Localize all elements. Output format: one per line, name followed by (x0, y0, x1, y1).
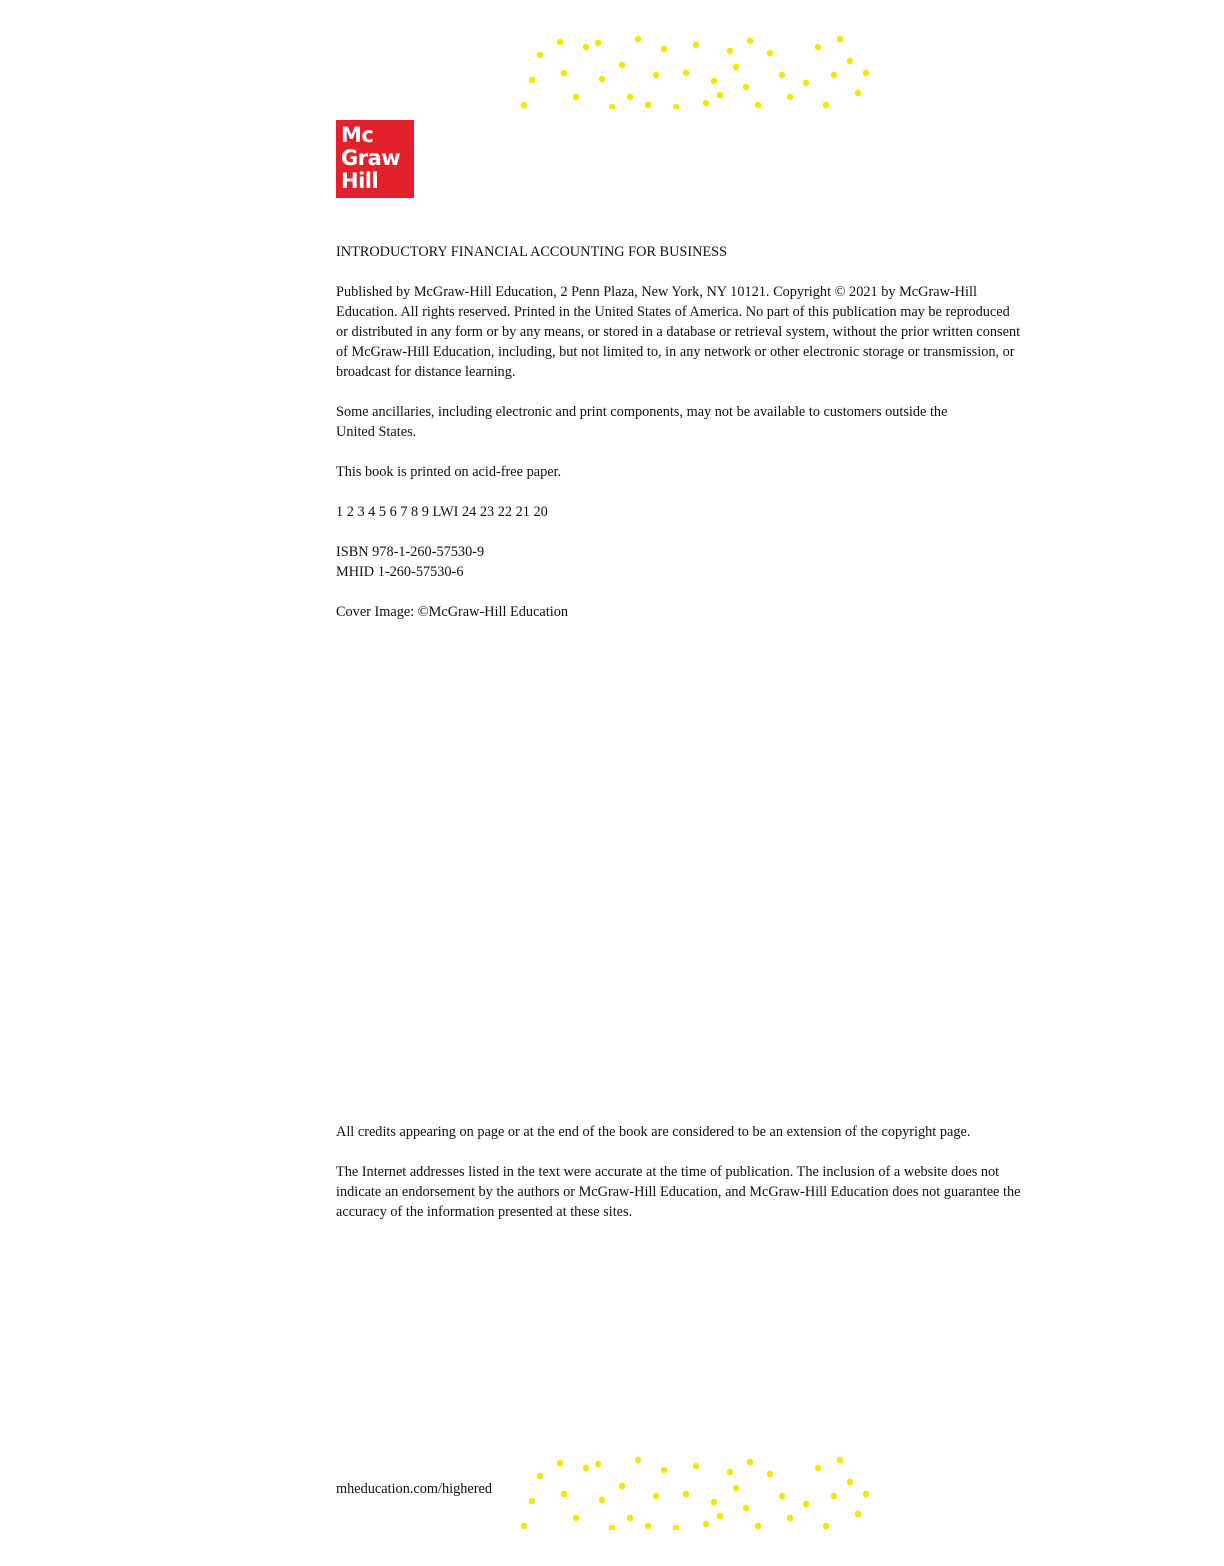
internet-line: indicate an endorsement by the authors or McGraw-Hill Education, and McGraw-Hill Education does not guarantee the (336, 1184, 1021, 1200)
decor-dot (599, 1497, 605, 1503)
decor-dot (599, 76, 605, 82)
credits-note: All credits appearing on page or at the end of the book are considered to be an extension of the copyright page. (336, 1124, 971, 1140)
decor-dot (711, 1499, 717, 1505)
print-line: 1 2 3 4 5 6 7 8 9 LWI 24 23 22 21 20 (336, 504, 548, 520)
internet-line: The Internet addresses listed in the text were accurate at the time of publication. The inclusion of a website does not (336, 1164, 1000, 1180)
decor-dot (855, 90, 861, 96)
decor-dot (823, 102, 829, 108)
yellow-dots-decoration-top (520, 35, 872, 109)
decor-dot (733, 1485, 739, 1491)
decor-dot (683, 1491, 689, 1497)
decor-dot (521, 1523, 527, 1529)
mcgraw-hill-logo (336, 120, 414, 198)
copyright-line: broadcast for distance learning. (336, 364, 516, 380)
decor-dot (779, 1493, 785, 1499)
decor-dot (847, 58, 853, 64)
decor-dot (815, 1465, 821, 1471)
credits-section (336, 1122, 1106, 1242)
decor-dot (747, 1459, 753, 1465)
decor-dot (683, 70, 689, 76)
decor-dot (755, 1523, 761, 1529)
logo-text-line-3: Hill (341, 169, 379, 193)
paper-note: This book is printed on acid-free paper. (336, 464, 562, 480)
decor-dot (703, 1521, 709, 1527)
decor-dot (755, 102, 761, 108)
decor-dot (595, 40, 601, 46)
decor-dot (673, 104, 679, 109)
book-title: INTRODUCTORY FINANCIAL ACCOUNTING FOR BUSINESS (336, 244, 728, 260)
decor-dot (521, 102, 527, 108)
decor-dot (619, 62, 625, 68)
decor-dot (583, 1465, 589, 1471)
decor-dot (815, 44, 821, 50)
decor-dot (747, 38, 753, 44)
decor-dot (635, 36, 641, 42)
mhid: MHID 1-260-57530-6 (336, 564, 464, 580)
decor-dot (529, 77, 535, 83)
logo-text-line-1: Mc (341, 123, 374, 147)
decor-dot (557, 39, 563, 45)
copyright-line: Published by McGraw-Hill Education, 2 Penn Plaza, New York, NY 10121. Copyright © 2021 by McGraw-Hill (336, 284, 977, 300)
decor-dot (653, 1493, 659, 1499)
decor-dot (787, 1515, 793, 1521)
decor-dot (863, 1491, 869, 1497)
copyright-line: or distributed in any form or by any means, or stored in a database or retrieval system, without the prior written consent (336, 324, 1021, 340)
decor-dot (645, 102, 651, 108)
decor-dot (823, 1523, 829, 1529)
decor-dot (673, 1525, 679, 1530)
decor-dot (767, 50, 773, 56)
decor-dot (787, 94, 793, 100)
copyright-content (336, 242, 1101, 642)
decor-dot (717, 92, 723, 98)
decor-dot (837, 1457, 843, 1463)
decor-dot (703, 100, 709, 106)
internet-disclaimer (336, 1162, 1106, 1222)
decor-dot (561, 1491, 567, 1497)
decor-dot (529, 1498, 535, 1504)
decor-dot (627, 1515, 633, 1521)
decor-dot (693, 42, 699, 48)
decor-dot (711, 78, 717, 84)
decor-dot (855, 1511, 861, 1517)
decor-dot (619, 1483, 625, 1489)
yellow-dots-decoration-bottom (520, 1456, 872, 1530)
decor-dot (743, 1505, 749, 1511)
ancillaries-line: United States. (336, 424, 417, 440)
decor-dot (583, 44, 589, 50)
website-url: mheducation.com/highered (336, 1481, 493, 1497)
copyright-line: of McGraw-Hill Education, including, but not limited to, in any network or other electronic storage or transmission, or (336, 344, 1015, 360)
decor-dot (743, 84, 749, 90)
internet-line: accuracy of the information presented at these sites. (336, 1204, 633, 1220)
decor-dot (693, 1463, 699, 1469)
decor-dot (831, 1493, 837, 1499)
copyright-paragraph (336, 282, 1101, 382)
decor-dot (733, 64, 739, 70)
decor-dot (635, 1457, 641, 1463)
decor-dot (661, 46, 667, 52)
decor-dot (779, 72, 785, 78)
decor-dot (609, 1525, 615, 1530)
decor-dot (653, 72, 659, 78)
decor-dot (727, 48, 733, 54)
copyright-line: Education. All rights reserved. Printed in the United States of America. No part of this publication may be reproduced (336, 304, 1010, 320)
identifiers (336, 542, 1101, 582)
decor-dot (661, 1467, 667, 1473)
isbn: ISBN 978-1-260-57530-9 (336, 544, 485, 560)
decor-dot (595, 1461, 601, 1467)
decor-dot (717, 1513, 723, 1519)
decor-dot (803, 80, 809, 86)
ancillaries-paragraph (336, 402, 1101, 442)
decor-dot (557, 1460, 563, 1466)
decor-dot (803, 1501, 809, 1507)
decor-dot (573, 1515, 579, 1521)
decor-dot (627, 94, 633, 100)
decor-dot (561, 70, 567, 76)
logo-text-line-2: Graw (341, 146, 401, 170)
decor-dot (537, 1473, 543, 1479)
decor-dot (573, 94, 579, 100)
decor-dot (645, 1523, 651, 1529)
decor-dot (727, 1469, 733, 1475)
decor-dot (863, 70, 869, 76)
cover-image-credit: Cover Image: ©McGraw-Hill Education (336, 604, 568, 620)
decor-dot (767, 1471, 773, 1477)
decor-dot (609, 104, 615, 109)
decor-dot (831, 72, 837, 78)
decor-dot (537, 52, 543, 58)
decor-dot (837, 36, 843, 42)
ancillaries-line: Some ancillaries, including electronic and print components, may not be available to customers outside the (336, 404, 948, 420)
decor-dot (847, 1479, 853, 1485)
